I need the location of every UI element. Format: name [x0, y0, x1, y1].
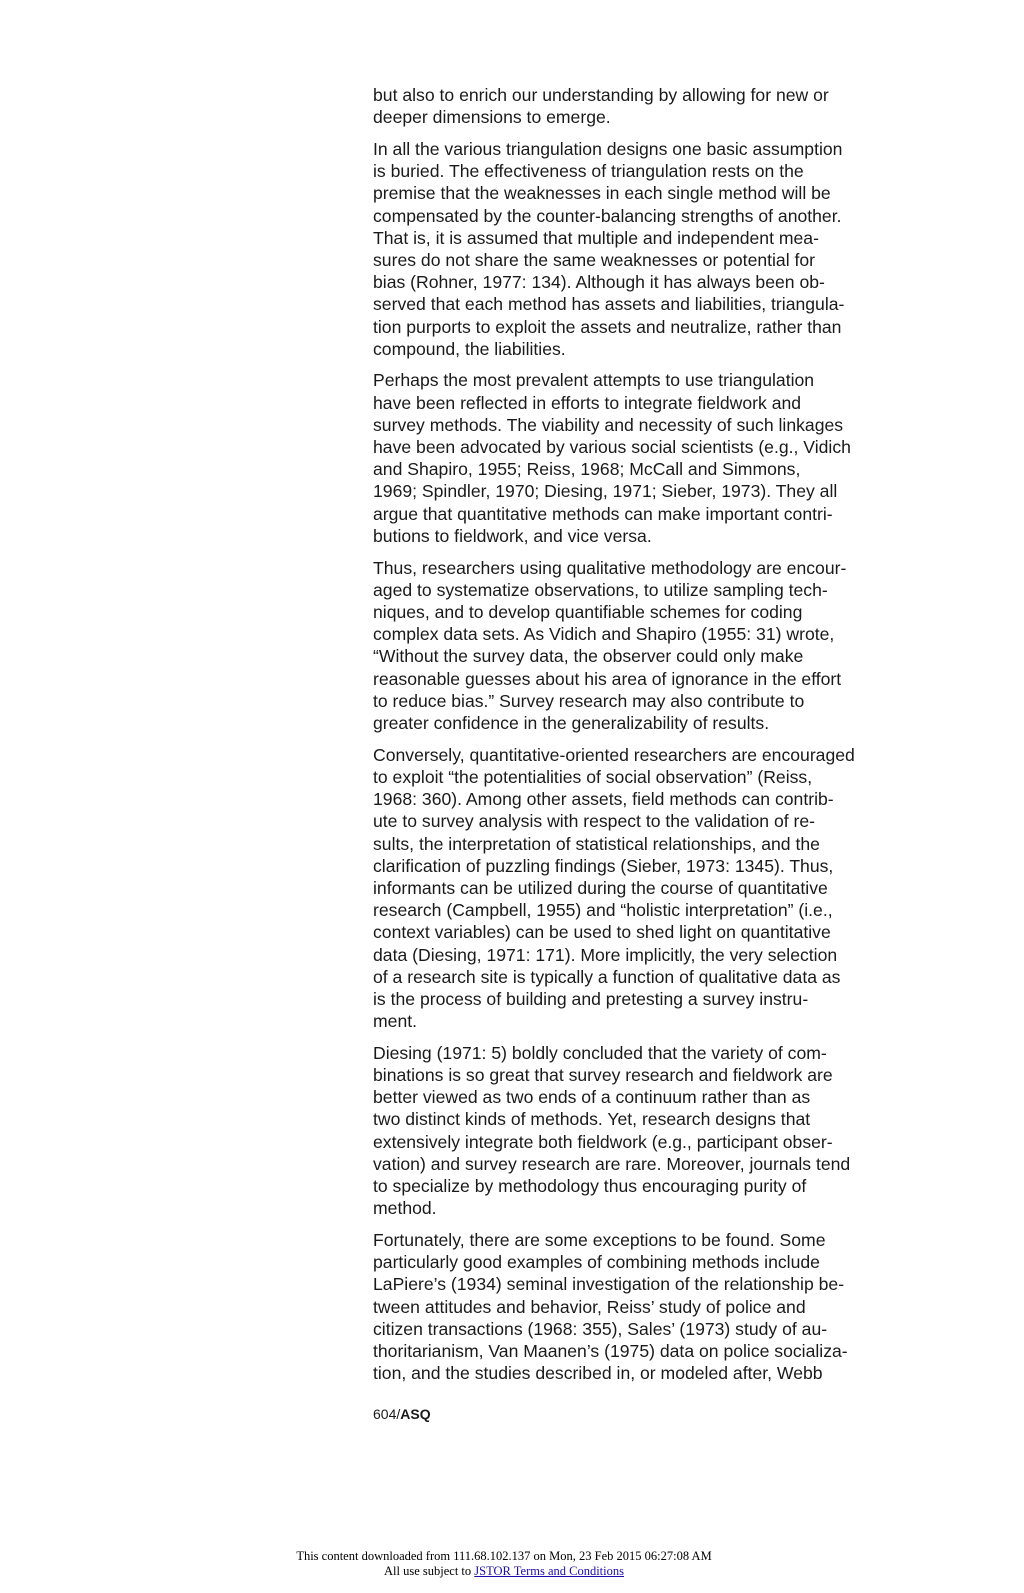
text-line: “Without the survey data, the observer could only make	[373, 646, 804, 667]
paragraph	[373, 557, 929, 735]
text-line: served that each method has assets and liabilities, triangula-	[373, 294, 845, 315]
text-line: deeper dimensions to emerge.	[373, 107, 611, 128]
text-line: survey methods. The viability and necessity of such linkages	[373, 414, 844, 435]
text-line: have been reflected in efforts to integrate fieldwork and	[373, 392, 802, 413]
paragraph	[373, 138, 929, 360]
text-line: 1968: 360). Among other assets, field methods can contrib-	[373, 789, 834, 810]
text-line: argue that quantitative methods can make important contri-	[373, 503, 833, 524]
text-line: thoritarianism, Van Maanen’s (1975) data on police socializa-	[373, 1340, 848, 1361]
download-notice: This content downloaded from 111.68.102.137 on Mon, 23 Feb 2015 06:27:08 AM	[296, 1549, 712, 1563]
paragraph	[373, 1229, 929, 1384]
text-line: tion, and the studies described in, or modeled after, Webb	[373, 1363, 823, 1384]
text-line: ment.	[373, 1011, 418, 1032]
text-line: tion purports to exploit the assets and neutralize, rather than	[373, 316, 842, 337]
text-line: greater confidence in the generalizability of results.	[373, 712, 770, 733]
text-line: aged to systematize observations, to utilize sampling tech-	[373, 579, 828, 600]
text-line: Diesing (1971: 5) boldly concluded that the variety of com-	[373, 1042, 827, 1063]
text-line: informants can be utilized during the course of quantitative	[373, 877, 828, 898]
terms-prefix: All use subject to	[384, 1564, 475, 1578]
text-line: compound, the liabilities.	[373, 338, 566, 359]
jstor-footer	[0, 1549, 1008, 1579]
text-line: two distinct kinds of methods. Yet, research designs that	[373, 1109, 811, 1130]
text-line: clarification of puzzling findings (Sieber, 1973: 1345). Thus,	[373, 855, 834, 876]
text-line: extensively integrate both fieldwork (e.g., participant obser-	[373, 1131, 833, 1152]
paragraph	[373, 744, 929, 1033]
page-folio	[373, 1406, 431, 1422]
text-line: binations is so great that survey research and fieldwork are	[373, 1065, 833, 1086]
text-line: Conversely, quantitative-oriented researchers are encouraged	[373, 744, 855, 765]
text-line: citizen transactions (1968: 355), Sales’ (1973) study of au-	[373, 1318, 828, 1339]
text-line: to reduce bias.” Survey research may also contribute to	[373, 690, 805, 711]
text-line: and Shapiro, 1955; Reiss, 1968; McCall and Simmons,	[373, 459, 801, 480]
text-line: butions to fieldwork, and vice versa.	[373, 525, 652, 546]
text-line: method.	[373, 1198, 437, 1219]
text-line: to exploit “the potentialities of social observation” (Reiss,	[373, 766, 813, 787]
text-line: context variables) can be used to shed light on quantitative	[373, 922, 831, 943]
paragraph	[373, 369, 929, 547]
text-line: data (Diesing, 1971: 171). More implicitly, the very selection	[373, 944, 838, 965]
text-line: Thus, researchers using qualitative methodology are encour-	[373, 557, 847, 578]
text-line: sures do not share the same weaknesses or potential for	[373, 249, 816, 270]
text-line: compensated by the counter-balancing strengths of another.	[373, 205, 842, 226]
text-line: is buried. The effectiveness of triangulation rests on the	[373, 161, 804, 182]
paragraph	[373, 1042, 929, 1220]
terms-notice	[0, 1564, 1008, 1579]
page-number: 604/	[373, 1406, 401, 1422]
text-line: have been advocated by various social scientists (e.g., Vidich	[373, 437, 851, 458]
text-line: complex data sets. As Vidich and Shapiro (1955: 31) wrote,	[373, 624, 835, 645]
text-line: bias (Rohner, 1977: 134). Although it has always been ob-	[373, 272, 825, 293]
journal-abbreviation: ASQ	[400, 1406, 431, 1422]
text-line: That is, it is assumed that multiple and independent mea-	[373, 227, 819, 248]
text-line: is the process of building and pretesting a survey instru-	[373, 988, 809, 1009]
text-line: better viewed as two ends of a continuum rather than as	[373, 1087, 811, 1108]
text-line: niques, and to develop quantifiable schemes for coding	[373, 601, 803, 622]
text-line: to specialize by methodology thus encouraging purity of	[373, 1176, 807, 1197]
text-line: premise that the weaknesses in each single method will be	[373, 183, 831, 204]
paragraph	[373, 84, 929, 128]
text-line: LaPiere’s (1934) seminal investigation of the relationship be-	[373, 1274, 845, 1295]
text-line: tween attitudes and behavior, Reiss’ study of police and	[373, 1296, 806, 1317]
text-line: of a research site is typically a function of qualitative data as	[373, 966, 841, 987]
text-line: vation) and survey research are rare. Moreover, journals tend	[373, 1153, 851, 1174]
text-line: particularly good examples of combining methods include	[373, 1252, 820, 1273]
text-line: ute to survey analysis with respect to the validation of re-	[373, 811, 816, 832]
text-line: 1969; Spindler, 1970; Diesing, 1971; Sieber, 1973). They all	[373, 481, 838, 502]
text-line: reasonable guesses about his area of ignorance in the effort	[373, 668, 842, 689]
text-line: In all the various triangulation designs one basic assumption	[373, 138, 843, 159]
text-line: but also to enrich our understanding by allowing for new or	[373, 85, 829, 105]
text-line: sults, the interpretation of statistical relationships, and the	[373, 833, 820, 854]
jstor-terms-link[interactable]: JSTOR Terms and Conditions	[474, 1564, 624, 1578]
text-line: research (Campbell, 1955) and “holistic interpretation” (i.e.,	[373, 900, 833, 921]
text-line: Perhaps the most prevalent attempts to use triangulation	[373, 370, 815, 391]
article-body	[373, 84, 929, 1394]
text-line: Fortunately, there are some exceptions to be found. Some	[373, 1229, 826, 1250]
